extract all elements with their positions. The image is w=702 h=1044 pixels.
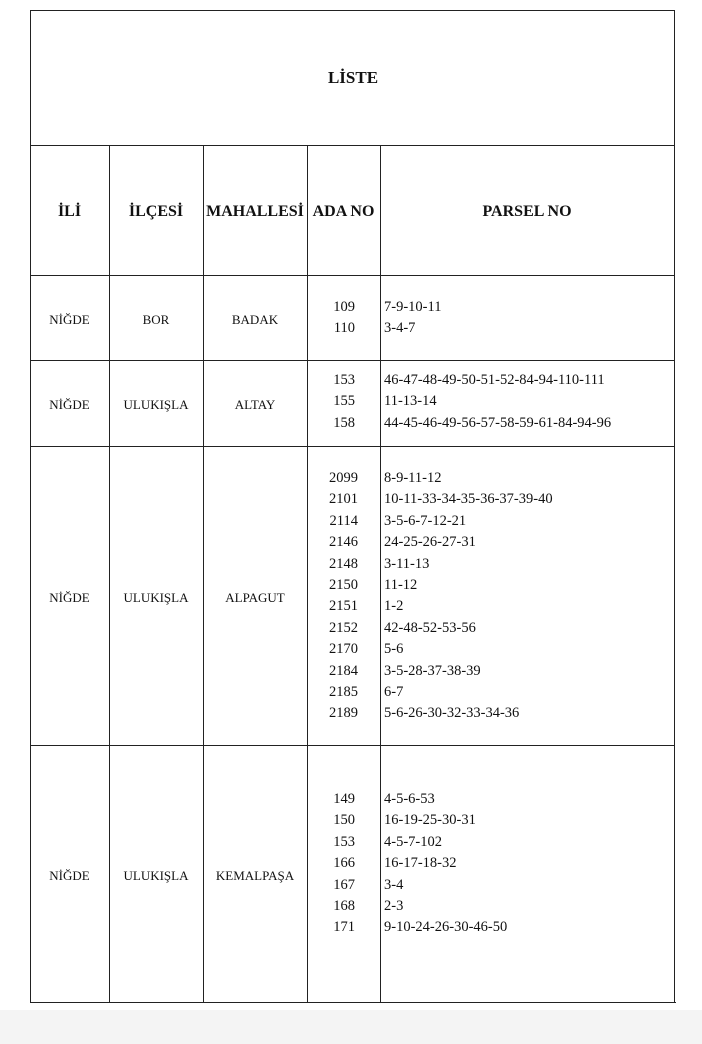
parsel-no: 11-13-14 <box>384 393 437 410</box>
cell-mahalle: ALTAY <box>234 397 276 412</box>
ada-no: 168 <box>333 898 355 915</box>
ada-list <box>304 468 358 725</box>
ada-list <box>301 370 355 434</box>
parsel-list <box>384 370 674 434</box>
ada-no: 166 <box>333 855 355 872</box>
parsel-no: 3-4 <box>384 876 404 893</box>
parsel-list <box>384 789 674 939</box>
ada-no: 2170 <box>329 641 358 658</box>
parsel-no: 3-5-28-37-38-39 <box>384 662 481 679</box>
row-separator-3 <box>30 745 674 746</box>
parsel-no: 16-19-25-30-31 <box>384 812 476 829</box>
title-separator <box>30 145 674 146</box>
ada-no: 2099 <box>329 470 358 486</box>
ada-no: 149 <box>333 791 355 807</box>
ada-no: 2150 <box>329 577 358 594</box>
parsel-no: 3-4-7 <box>384 320 416 337</box>
ada-no: 110 <box>333 320 355 337</box>
parsel-list <box>384 297 674 340</box>
parsel-list <box>384 468 674 725</box>
row-separator-2 <box>30 446 674 447</box>
parsel-no: 1-2 <box>384 598 404 615</box>
row-separator-1 <box>30 360 674 361</box>
parsel-no: 5-6-26-30-32-33-34-36 <box>384 705 520 722</box>
parsel-no: 24-25-26-27-31 <box>384 534 476 551</box>
parsel-no: 7-9-10-11 <box>384 299 442 315</box>
parsel-no: 9-10-24-26-30-46-50 <box>384 919 508 936</box>
parsel-no: 4-5-7-102 <box>384 833 442 850</box>
ada-no: 2101 <box>329 491 358 508</box>
cell-il: NİĞDE <box>49 590 90 605</box>
cell-il: NİĞDE <box>49 868 90 883</box>
header-mahalle: MAHALLESİ <box>206 203 304 220</box>
ada-no: 158 <box>333 414 355 431</box>
ada-no: 109 <box>333 299 355 315</box>
ada-no: 153 <box>333 372 355 388</box>
parsel-no: 4-5-6-53 <box>384 791 435 807</box>
parsel-no: 11-12 <box>384 577 418 594</box>
header-parsel-no: PARSEL NO <box>482 203 572 220</box>
ada-no: 2185 <box>329 684 358 701</box>
ada-no: 2151 <box>329 598 358 615</box>
parsel-no: 44-45-46-49-56-57-58-59-61-84-94-96 <box>384 414 612 431</box>
ada-list <box>301 297 355 340</box>
ada-no: 2189 <box>329 705 358 722</box>
parsel-no: 3-11-13 <box>384 555 430 572</box>
parsel-no: 46-47-48-49-50-51-52-84-94-110-111 <box>384 372 605 388</box>
table-title: LİSTE <box>327 68 379 87</box>
ada-no: 171 <box>333 919 355 936</box>
cell-ilce: ULUKIŞLA <box>123 590 189 605</box>
ada-no: 155 <box>333 393 355 410</box>
cell-mahalle: KEMALPAŞA <box>215 868 295 883</box>
header-separator <box>30 275 674 276</box>
ada-no: 2184 <box>329 662 358 679</box>
header-ada-no: ADA NO <box>312 203 375 220</box>
cell-mahalle: ALPAGUT <box>225 590 285 605</box>
parsel-no: 2-3 <box>384 898 404 915</box>
table-border-right <box>674 10 675 1003</box>
parsel-no: 16-17-18-32 <box>384 855 457 872</box>
parsel-no: 10-11-33-34-35-36-37-39-40 <box>384 491 553 508</box>
viewer-bottom-strip <box>0 1010 702 1044</box>
ada-no: 150 <box>333 812 355 829</box>
header-il: İLİ <box>57 203 82 220</box>
cell-ilce: ULUKIŞLA <box>123 868 189 883</box>
ada-no: 2148 <box>329 555 358 572</box>
table-border-bottom <box>30 1002 676 1003</box>
cell-ilce: BOR <box>142 312 170 327</box>
parsel-no: 6-7 <box>384 684 404 701</box>
cell-mahalle: BADAK <box>231 312 279 327</box>
ada-no: 2152 <box>329 619 358 636</box>
ada-no: 167 <box>333 876 355 893</box>
parsel-no: 5-6 <box>384 641 404 658</box>
parsel-no: 8-9-11-12 <box>384 470 442 486</box>
cell-il: NİĞDE <box>49 312 90 327</box>
parsel-no: 42-48-52-53-56 <box>384 619 476 636</box>
column-separator-4 <box>380 145 381 1002</box>
table-border-left <box>30 10 31 1003</box>
parsel-no: 3-5-6-7-12-21 <box>384 512 467 529</box>
header-ilce: İLÇESİ <box>128 203 184 220</box>
ada-list <box>301 789 355 939</box>
ada-no: 2146 <box>329 534 358 551</box>
cell-il: NİĞDE <box>49 397 90 412</box>
ada-no: 2114 <box>329 512 358 529</box>
ada-no: 153 <box>333 833 355 850</box>
cell-ilce: ULUKIŞLA <box>123 397 189 412</box>
table-border-top <box>30 10 674 11</box>
